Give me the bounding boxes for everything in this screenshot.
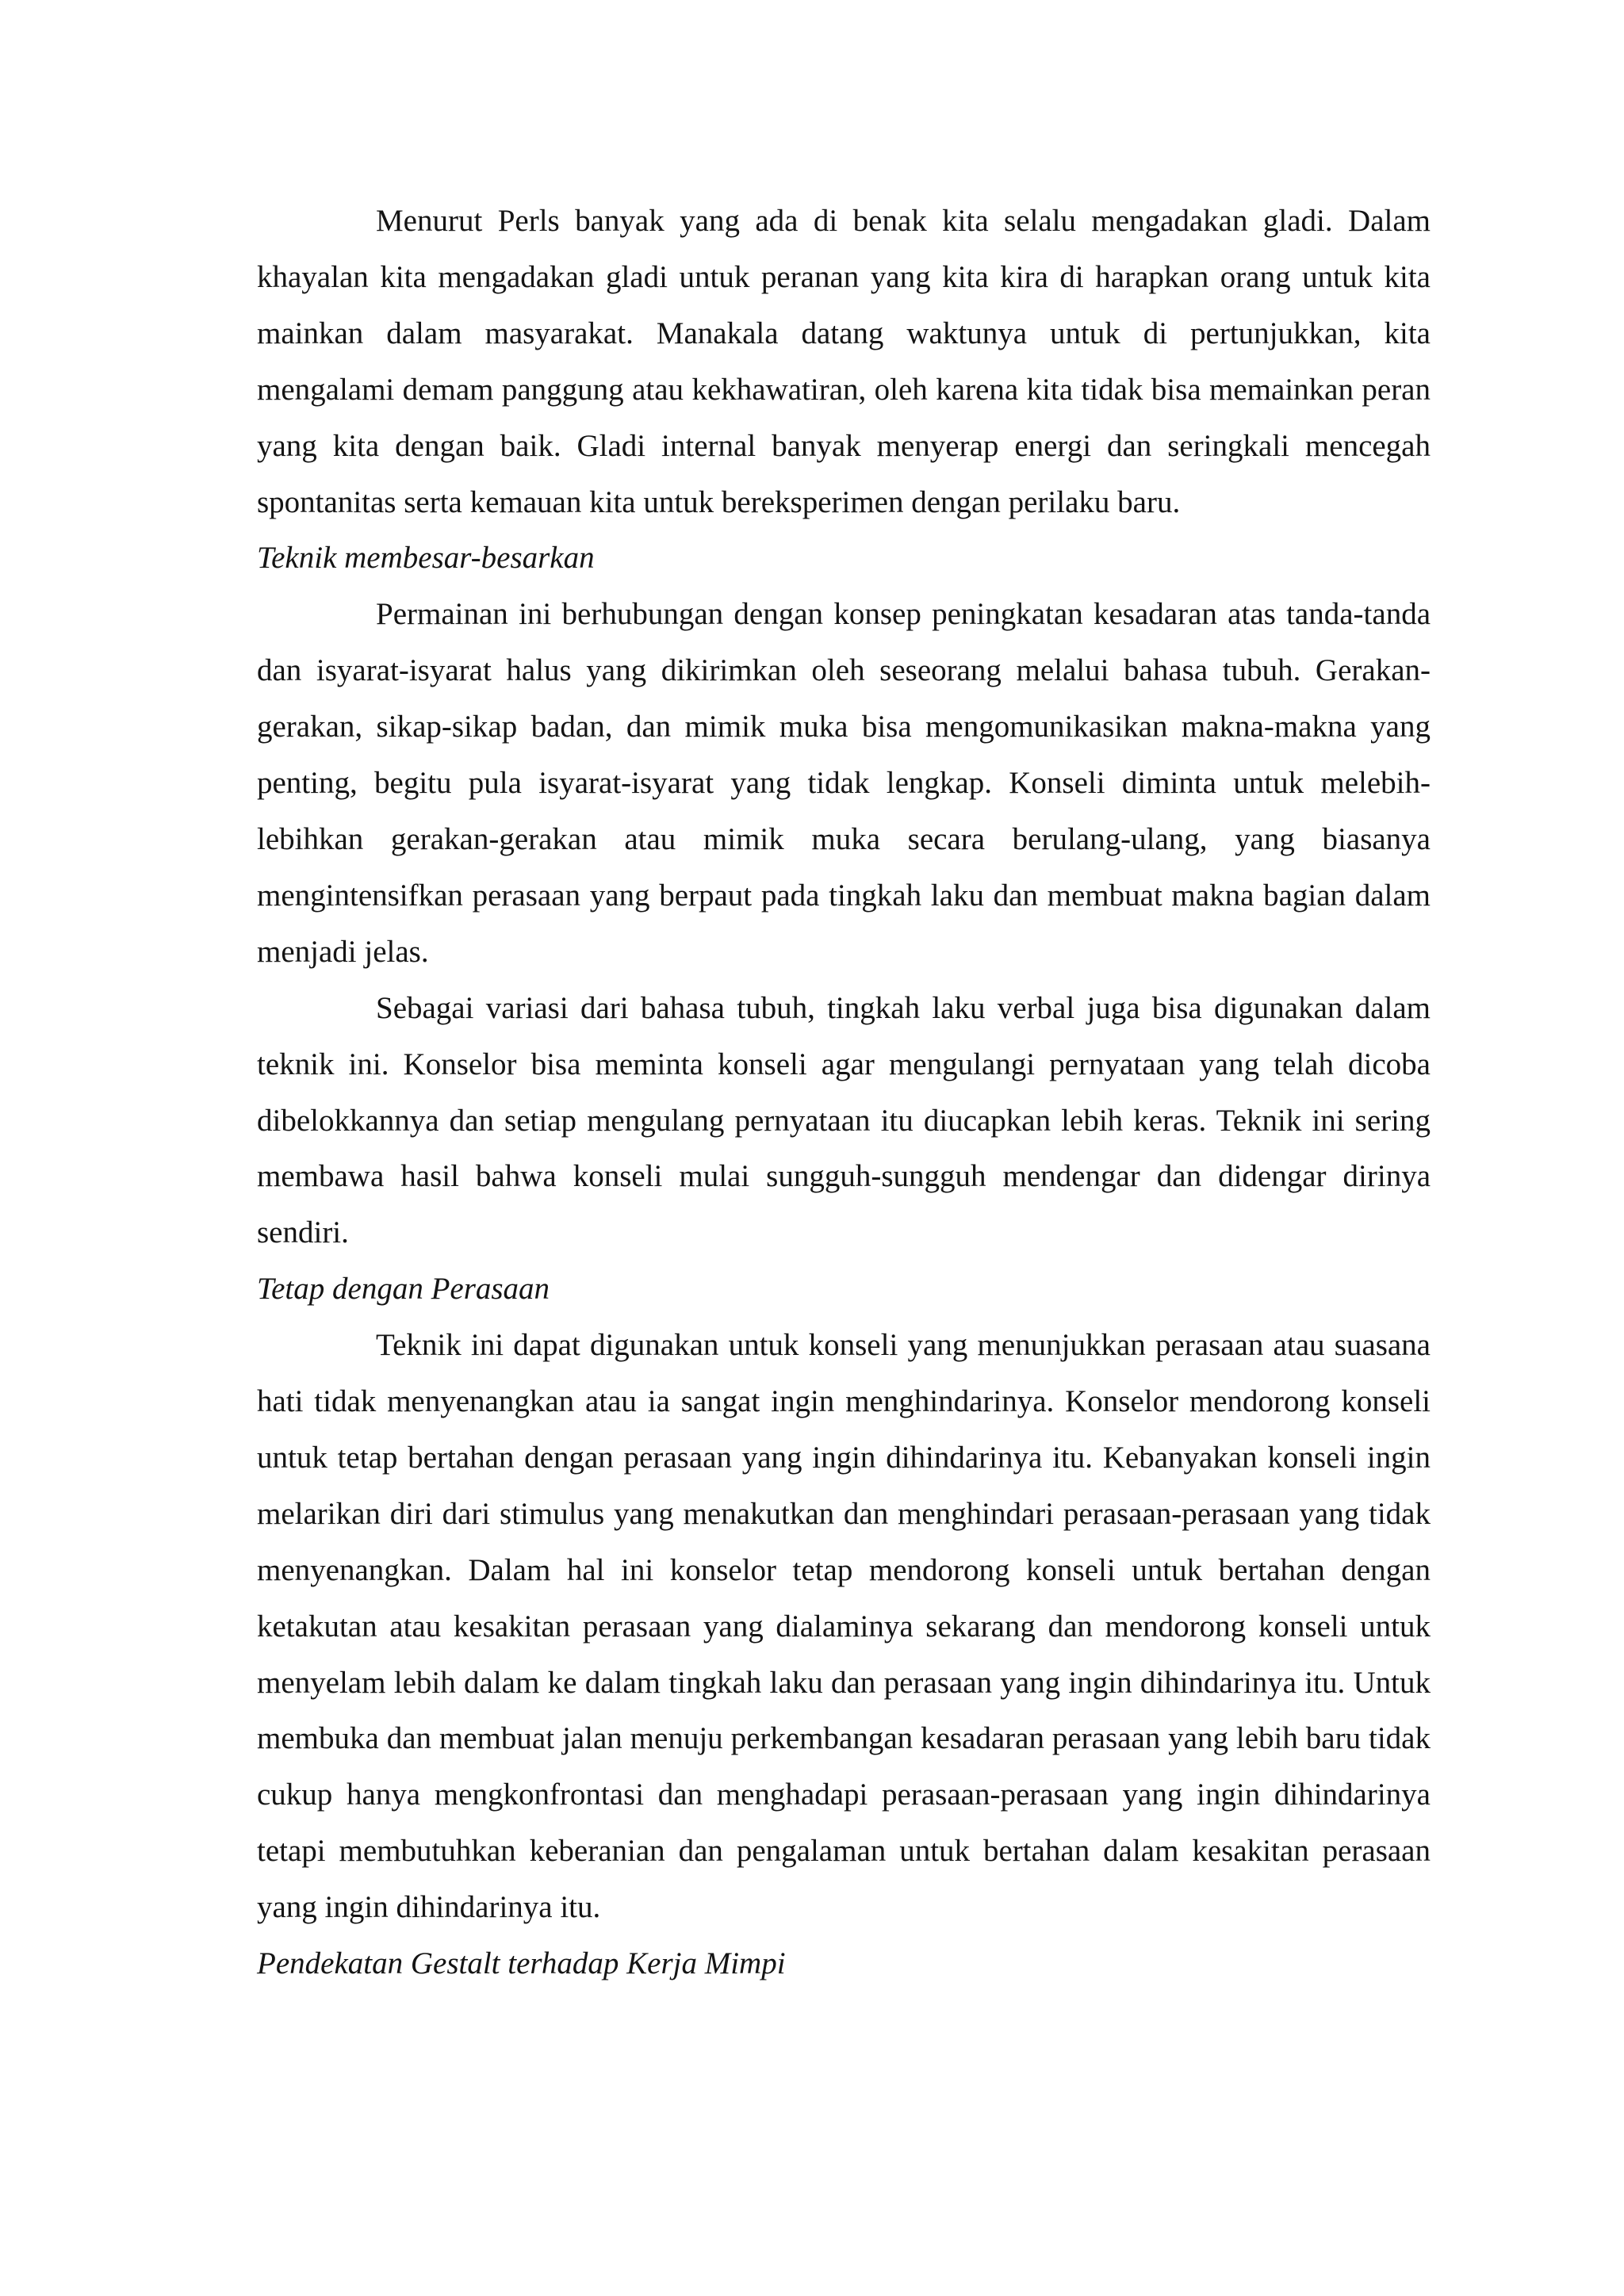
heading-teknik-membesar-besarkan: Teknik membesar-besarkan (257, 541, 595, 576)
paragraph-bertahan-perasaan: Teknik ini dapat digunakan untuk konseli yang menunjukkan perasaan atau suasana hati tidak menyenangkan atau ia sangat ingin menghindarinya. Konselor mendorong konseli untuk tetap bertahan dengan perasaan yang ingin dihindarinya itu. Kebanyakan konseli ingin melarikan diri dari stimulus yang menakutkan dan menghindari perasaan-perasaan yang tidak menyenangkan. Dalam hal ini konselor tetap mendorong konseli untuk bertahan dengan ketakutan atau kesakitan perasaan yang dialaminya sekarang dan mendorong konseli untuk menyelam lebih dalam ke dalam tingkah laku dan perasaan yang ingin dihindarinya itu. Untuk membuka dan membuat jalan menuju perkembangan kesadaran perasaan yang lebih baru tidak cukup hanya mengkonfrontasi dan menghadapi perasaan-perasaan yang ingin dihindarinya tetapi membutuhkan keberanian dan pengalaman untuk bertahan dalam kesakitan perasaan yang ingin dihindarinya itu. (257, 1328, 1431, 1925)
paragraph-bahasa-tubuh: Permainan ini berhubungan dengan konsep peningkatan kesadaran atas tanda-tanda dan isyarat-isyarat halus yang dikirimkan oleh seseorang melalui bahasa tubuh. Gerakan-gerakan, sikap-sikap badan, dan mimik muka bisa mengomunikasikan makna-makna yang penting, begitu pula isyarat-isyarat yang tidak lengkap. Konseli diminta untuk melebih-lebihkan gerakan-gerakan atau mimik muka secara berulang-ulang, yang biasanya mengintensifkan perasaan yang berpaut pada tingkah laku dan membuat makna bagian dalam menjadi jelas. (257, 597, 1431, 969)
heading-tetap-dengan-perasaan: Tetap dengan Perasaan (257, 1272, 550, 1307)
heading-kerja-mimpi: Pendekatan Gestalt terhadap Kerja Mimpi (257, 1946, 786, 1981)
paragraph-tingkah-laku-verbal: Sebagai variasi dari bahasa tubuh, tingkah laku verbal juga bisa digunakan dalam teknik ini. Konselor bisa meminta konseli agar mengulangi pernyataan yang telah dicoba dibelokkannya dan setiap mengulang pernyataan itu diucapkan lebih keras. Teknik ini sering membawa hasil bahwa konseli mulai sungguh-sungguh mendengar dan didengar dirinya sendiri. (257, 990, 1431, 1250)
document-page (257, 193, 1431, 1992)
paragraph-gladi: Menurut Perls banyak yang ada di benak kita selalu mengadakan gladi. Dalam khayalan kita mengadakan gladi untuk peranan yang kita kira di harapkan orang untuk kita mainkan dalam masyarakat. Manakala datang waktunya untuk di pertunjukkan, kita mengalami demam panggung atau kekhawatiran, oleh karena kita tidak bisa memainkan peran yang kita dengan baik. Gladi internal banyak menyerap energi dan seringkali mencegah spontanitas serta kemauan kita untuk bereksperimen dengan perilaku baru. (257, 204, 1431, 519)
